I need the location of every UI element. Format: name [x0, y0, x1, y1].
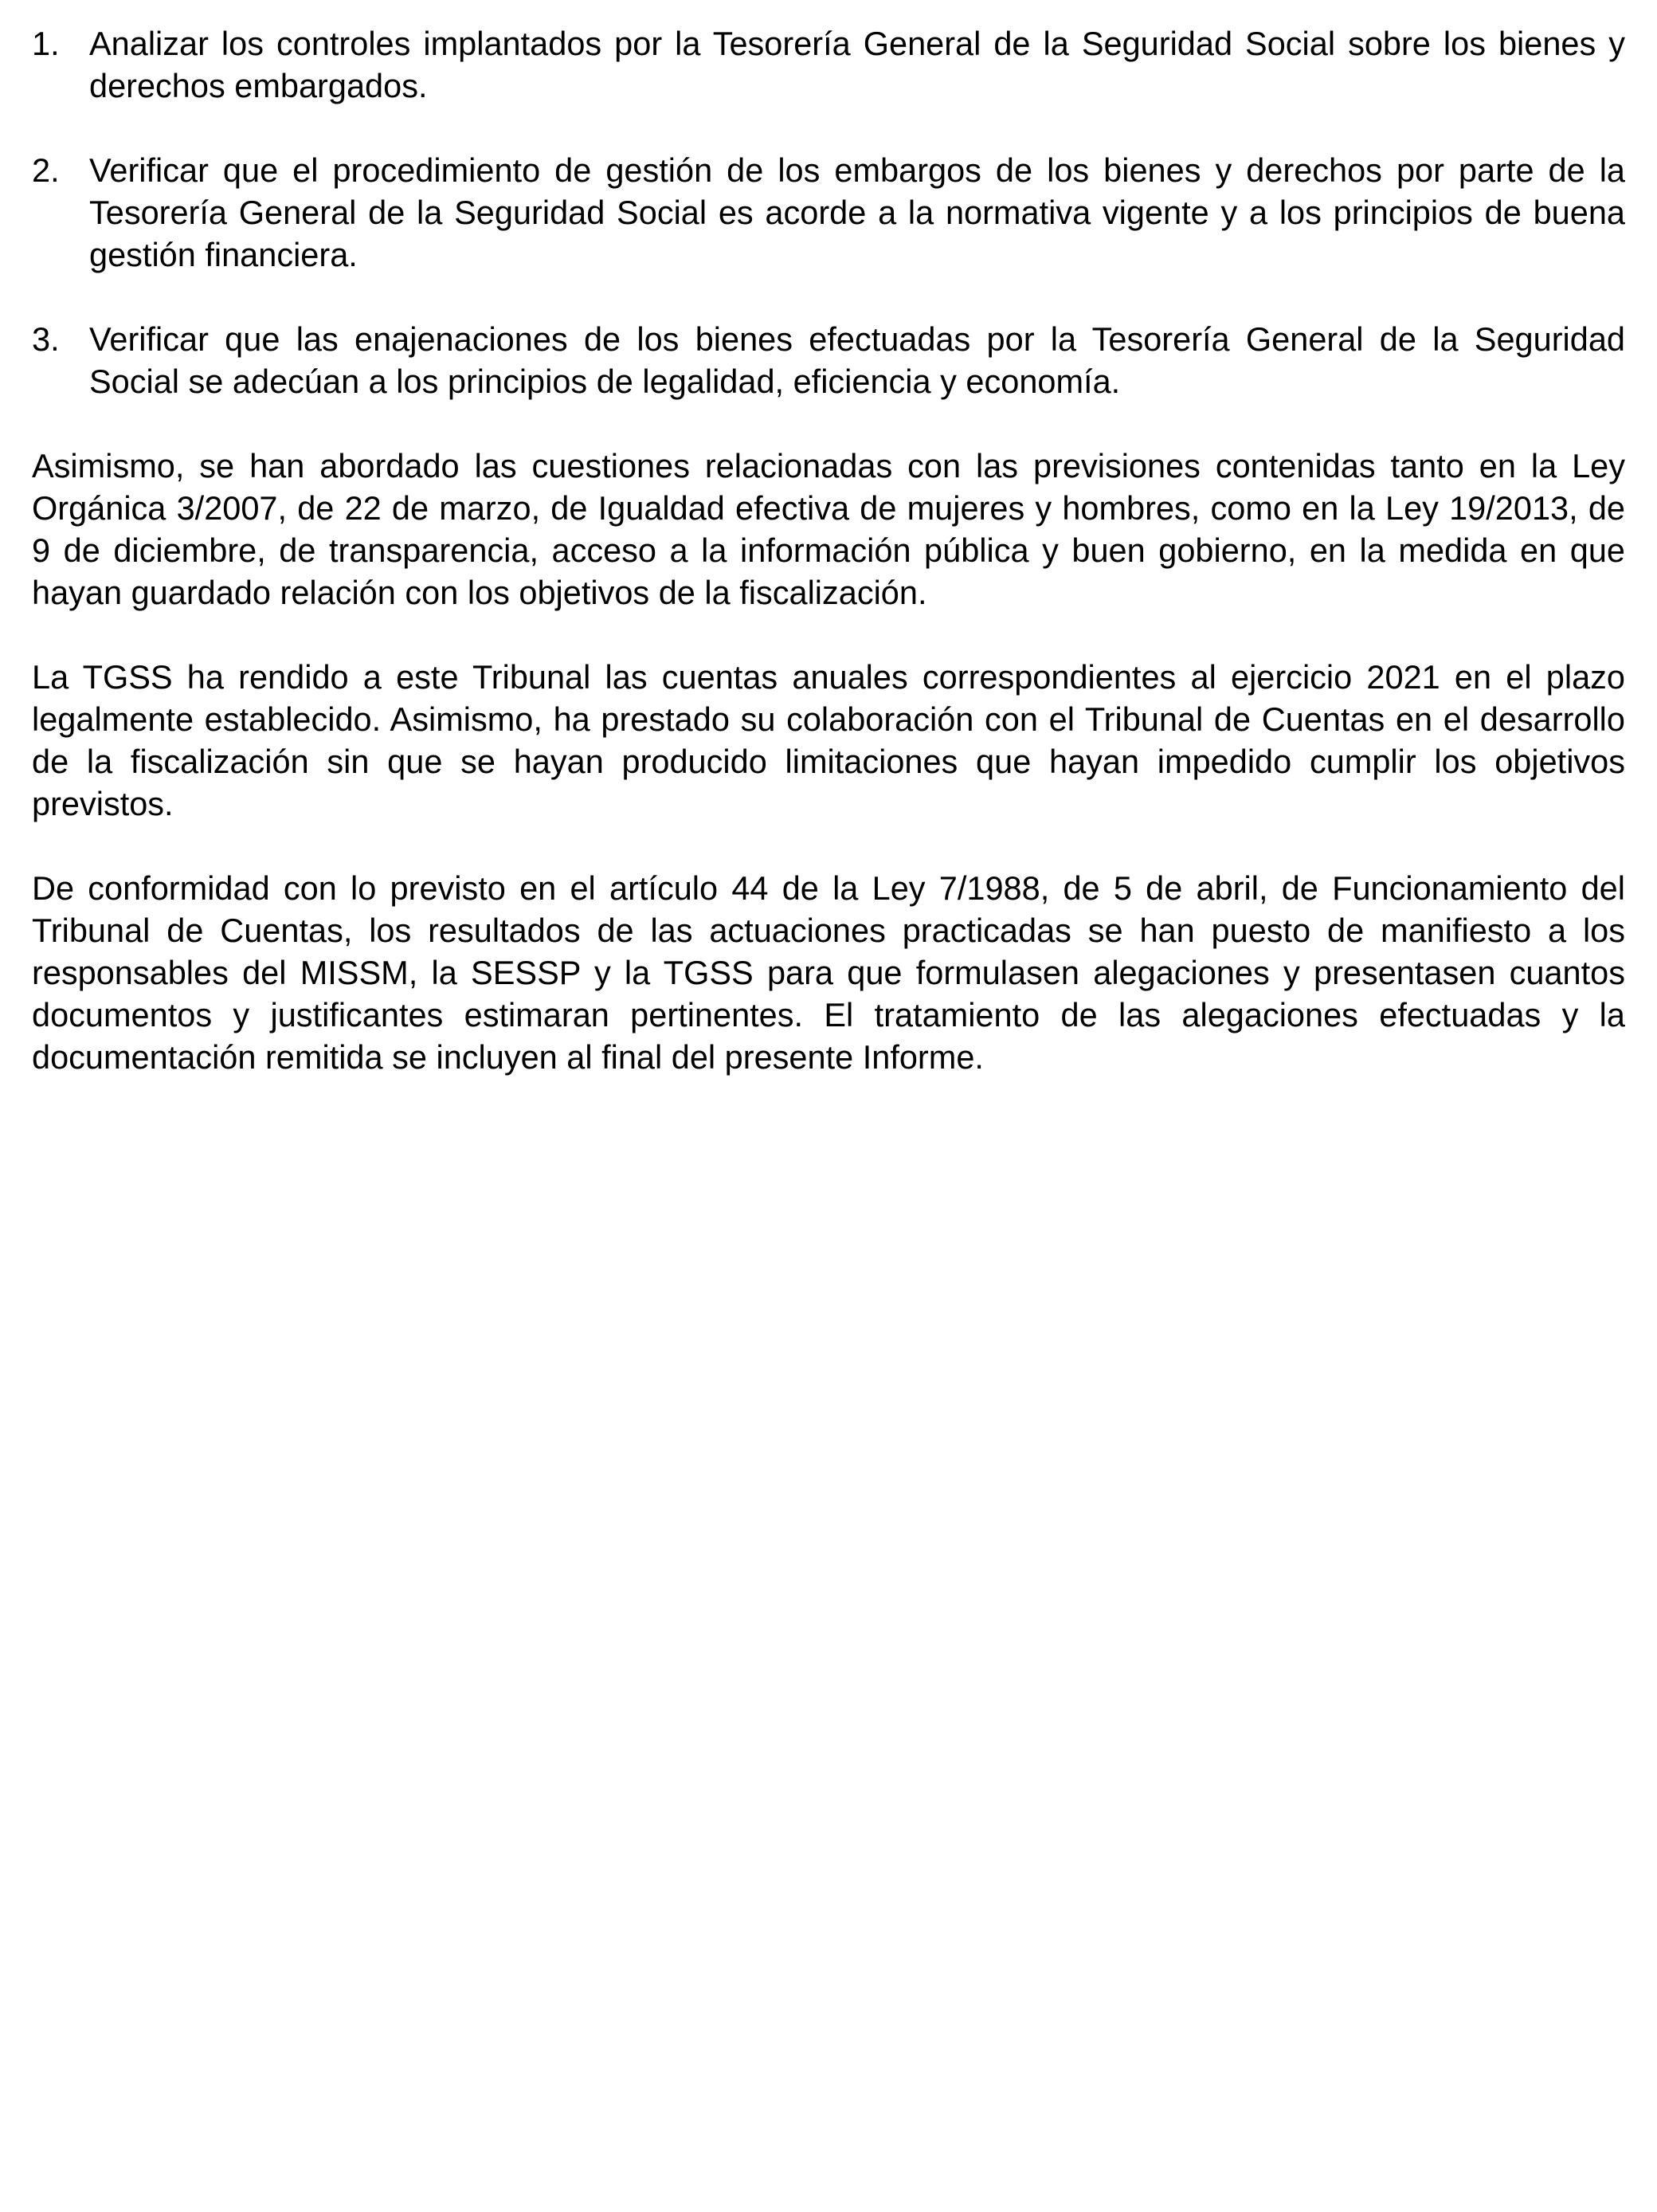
objectives-list — [32, 22, 1625, 402]
list-item — [32, 22, 1625, 107]
list-item — [32, 149, 1625, 276]
paragraph-equality-transparency: Asimismo, se han abordado las cuestiones relacionadas con las previsiones contenidas tanto en la Ley Orgánica 3/2007, de 22 de marzo, de Igualdad efectiva de mujeres y hombres, como en la Ley 19/2013, de 9 de diciembre, de transparencia, acceso a la información pública y buen gobierno, en la medida en que hayan guardado relación con los objetivos de la fiscalización. — [32, 447, 1625, 611]
list-item-number: 1. — [32, 25, 60, 62]
document-page — [32, 22, 1625, 1120]
paragraph-allegations: De conformidad con lo previsto en el artículo 44 de la Ley 7/1988, de 5 de abril, de Funcionamiento del Tribunal de Cuentas, los resultados de las actuaciones practicadas se han puesto de manifiesto a los responsables del MISSM, la SESSP y la TGSS para que formulasen alegaciones y presentasen cuantos documentos y justificantes estimaran pertinentes. El tratamiento de las alegaciones efectuadas y la documentación remitida se incluyen al final del presente Informe. — [32, 869, 1625, 1076]
list-item-text: Analizar los controles implantados por la Tesorería General de la Seguridad Social sobre los bienes y derechos embargados. — [89, 25, 1625, 104]
list-item-number: 2. — [32, 151, 60, 189]
list-item-text: Verificar que el procedimiento de gestión de los embargos de los bienes y derechos por parte de la Tesorería General de la Seguridad Social es acorde a la normativa vigente y a los principios de buena gestión financiera. — [89, 151, 1625, 273]
list-item — [32, 318, 1625, 402]
paragraph-accounts-rendered: La TGSS ha rendido a este Tribunal las cuentas anuales correspondientes al ejercicio 2021 en el plazo legalmente establecido. Asimismo, ha prestado su colaboración con el Tribunal de Cuentas en el desarrollo de la fiscalización sin que se hayan producido limitaciones que hayan impedido cumplir los objetivos previstos. — [32, 658, 1625, 822]
list-item-text: Verificar que las enajenaciones de los bienes efectuadas por la Tesorería General de la Seguridad Social se adecúan a los principios de legalidad, eficiencia y economía. — [89, 320, 1625, 400]
list-item-number: 3. — [32, 320, 60, 358]
